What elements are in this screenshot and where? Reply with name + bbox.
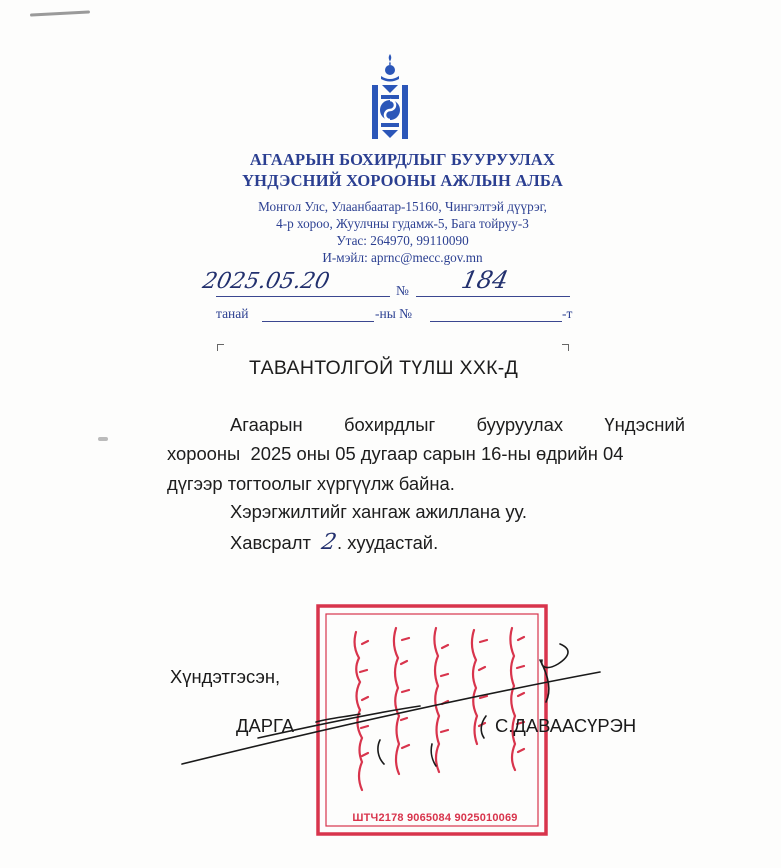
paragraph-line4: Хэрэгжилтийг хангаж ажиллана уу.: [230, 501, 528, 522]
organization-name-line1: АГААРЫН БОХИРДЛЫГ БУУРУУЛАХ: [249, 150, 556, 169]
closing-greeting: Хүндэтгэсэн,: [170, 666, 281, 687]
email-line: И-мэйл: aprnc@mecc.gov.mn: [322, 250, 483, 265]
attachment-suffix: . хуудастай.: [337, 532, 439, 553]
date-line: [216, 296, 390, 297]
number-handwritten: 184: [459, 266, 511, 294]
your-ref-suffix: -т: [562, 306, 573, 321]
address-line2: 4-р хороо, Жуулчны гудамж-5, Бага тойруу-3: [276, 216, 529, 231]
stamp-serial: ШТЧ2178 9065084 9025010069: [352, 812, 518, 824]
phone-line: Утас: 264970, 99110090: [336, 233, 469, 248]
attachment-prefix: Хавсралт: [230, 532, 311, 553]
number-line: [416, 296, 570, 297]
your-ref-date-line: [262, 321, 374, 322]
paragraph-word: бууруулах: [476, 414, 564, 435]
paragraph-word: бохирдлыг: [343, 414, 436, 435]
signatory-title: ДАРГА: [236, 715, 294, 736]
your-ref-number-line: [430, 321, 562, 322]
scan-artifact: [30, 10, 90, 16]
your-ref-prefix: танай: [216, 306, 249, 321]
corner-mark: [562, 344, 569, 351]
corner-mark: [217, 344, 224, 351]
state-emblem-icon: [366, 52, 414, 142]
paragraph-line1: [230, 414, 685, 436]
addressee: ТАВАНТОЛГОЙ ТҮЛШ ХХК-Д: [249, 357, 519, 379]
paragraph-word: Агаарын: [230, 414, 303, 435]
attachment-count-handwritten: 2: [319, 530, 339, 555]
paragraph-line2: хорооны 2025 оны 05 дугаар сарын 16-ны өдрийн 04: [167, 443, 624, 464]
paragraph-word: Үндэсний: [604, 414, 685, 435]
your-ref-middle: -ны №: [375, 306, 413, 321]
scan-artifact: [98, 437, 108, 441]
paragraph-line3: дүгээр тогтоолыг хүргүүлж байна.: [167, 473, 455, 494]
attachment-line: [230, 530, 438, 555]
date-handwritten: 2025.05.20: [200, 269, 332, 294]
signatory-name: С.ДАВААСҮРЭН: [495, 715, 637, 736]
number-label: №: [396, 283, 409, 298]
address-line1: Монгол Улс, Улаанбаатар-15160, Чингэлтэй дүүрэг,: [258, 199, 547, 214]
organization-name-line2: ҮНДЭСНИЙ ХОРООНЫ АЖЛЫН АЛБА: [242, 171, 563, 190]
